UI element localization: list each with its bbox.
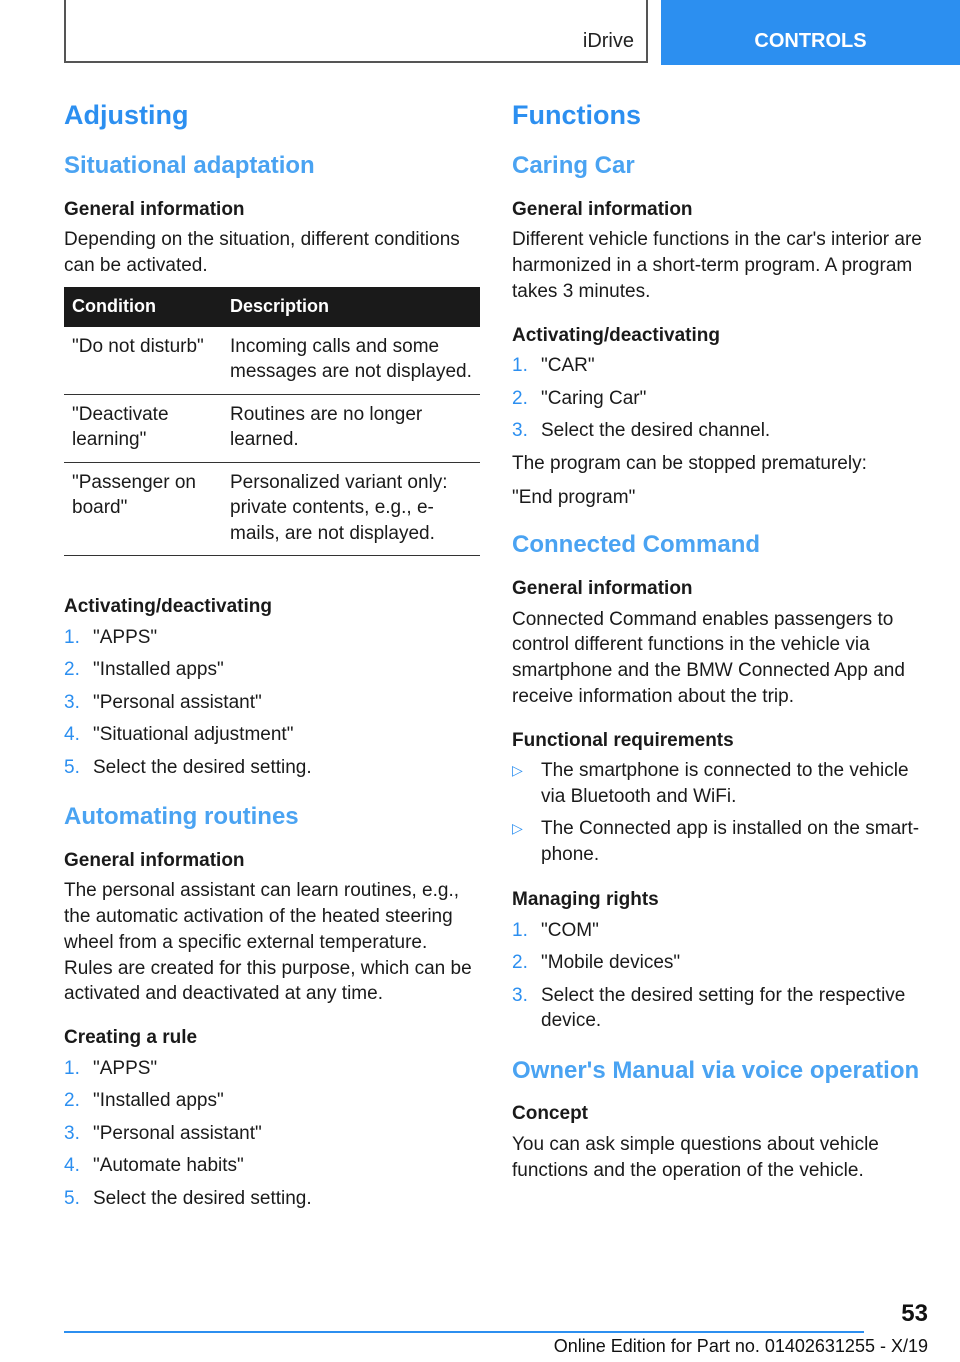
step-text: Select the desired setting.	[93, 756, 312, 778]
table-cell: Routines are no longer learned.	[222, 394, 480, 462]
table-row	[64, 394, 480, 462]
triangle-bullet-icon: ▷	[512, 762, 523, 779]
step-text: "Caring Car"	[541, 387, 647, 409]
heading-automating-routines: Automating routines	[64, 802, 299, 830]
step-number: 3.	[64, 691, 80, 713]
triangle-bullet-icon: ▷	[512, 820, 523, 837]
subheading-general-information: General information	[512, 577, 693, 599]
left-column	[64, 98, 480, 1231]
subheading-general-information: General information	[64, 849, 245, 871]
subheading-managing-rights: Managing rights	[512, 889, 659, 911]
step-number: 2.	[512, 387, 528, 409]
step-number: 2.	[512, 952, 528, 974]
paragraph: Depending on the situation, different conditions can be activated.	[64, 229, 460, 277]
heading-owners-manual-voice: Owner's Manual via voice operation	[512, 1056, 920, 1084]
step-text: Select the desired setting.	[93, 1187, 312, 1209]
rights-steps-list	[512, 918, 928, 1034]
right-column	[512, 98, 928, 1202]
list-item	[512, 816, 928, 867]
step-text: "APPS"	[93, 626, 158, 648]
heading-functions: Functions	[512, 100, 641, 130]
heading-connected-command: Connected Command	[512, 531, 761, 559]
list-item	[64, 625, 480, 650]
paragraph: You can ask simple questions about vehicle functions and the operation of the vehicle.	[512, 1133, 879, 1181]
step-text: "Installed apps"	[93, 1090, 224, 1112]
subheading-activating: Activating/deactivating	[64, 596, 272, 618]
list-item	[512, 950, 928, 975]
list-item	[64, 657, 480, 682]
step-number: 3.	[512, 984, 528, 1006]
activating-steps-list	[64, 625, 480, 780]
table-header-row	[64, 287, 480, 327]
step-number: 5.	[64, 1187, 80, 1209]
table-header-cell: Description	[222, 287, 480, 327]
step-number: 5.	[64, 756, 80, 778]
step-text: "COM"	[541, 919, 599, 941]
step-text: "Automate habits"	[93, 1155, 244, 1177]
list-item	[64, 722, 480, 747]
requirements-list	[512, 758, 928, 867]
subheading-concept: Concept	[512, 1103, 588, 1125]
step-text: "Situational adjustment"	[93, 724, 294, 746]
heading-situational-adaptation: Situational adaptation	[64, 152, 315, 180]
paragraph: The program can be stopped prematurely:	[512, 452, 867, 474]
subheading-creating-rule: Creating a rule	[64, 1027, 198, 1049]
table-cell: Personalized variant only: private contents, e.g., e-mails, are not displayed.	[222, 462, 480, 555]
step-text: "Mobile devices"	[541, 952, 681, 974]
table-row	[64, 327, 480, 394]
step-text: "APPS"	[93, 1057, 158, 1079]
chapter-tab: CONTROLS	[661, 0, 960, 65]
step-text: "CAR"	[541, 355, 595, 377]
item-text: The smartphone is connected to the vehicle via Bluetooth and WiFi.	[541, 760, 909, 807]
step-number: 3.	[512, 420, 528, 442]
heading-caring-car: Caring Car	[512, 152, 635, 180]
step-text: Select the desired setting for the respective device.	[541, 984, 906, 1032]
subheading-general-information: General information	[512, 198, 693, 220]
subheading-general-information: General information	[64, 198, 245, 220]
list-item	[64, 1056, 480, 1081]
list-item	[64, 690, 480, 715]
table-cell: "Deactivate learning"	[64, 394, 222, 462]
step-number: 1.	[512, 355, 528, 377]
table-cell: "Passenger on board"	[64, 462, 222, 555]
table-header-cell: Condition	[64, 287, 222, 327]
list-item	[512, 418, 928, 443]
list-item	[64, 1186, 480, 1211]
list-item	[64, 1153, 480, 1178]
step-text: "Personal assistant"	[93, 691, 262, 713]
table-row	[64, 462, 480, 555]
step-text: "Installed apps"	[93, 659, 224, 681]
list-item	[512, 758, 928, 809]
list-item	[64, 755, 480, 780]
paragraph: The personal assistant can learn routines, e.g., the automatic activation of the heated steering wheel from a specific external temperature. Rules are created for this purpose, which can be activated and deactivated at any time.	[64, 880, 472, 1005]
list-item	[64, 1088, 480, 1113]
paragraph: Different vehicle functions in the car's interior are harmonized in a short-term program. A program takes 3 minutes.	[512, 229, 922, 302]
list-item	[512, 983, 928, 1034]
edition-note: Online Edition for Part no. 01402631255 - X/19	[553, 1336, 928, 1356]
item-text: The Connected app is installed on the smart-phone.	[541, 818, 920, 865]
paragraph: Connected Command enables passengers to control different functions in the vehicle via smartphone and the BMW Connected App and receive information about the trip.	[512, 608, 905, 708]
header-section-box	[64, 0, 648, 63]
step-number: 4.	[64, 724, 80, 746]
step-number: 3.	[64, 1122, 80, 1144]
subheading-activating: Activating/deactivating	[512, 324, 720, 346]
paragraph: "End program"	[512, 486, 636, 508]
list-item	[512, 386, 928, 411]
list-item	[512, 353, 928, 378]
caring-steps-list	[512, 353, 928, 443]
step-number: 1.	[64, 626, 80, 648]
step-number: 4.	[64, 1155, 80, 1177]
step-number: 2.	[64, 659, 80, 681]
step-number: 2.	[64, 1090, 80, 1112]
step-number: 1.	[512, 919, 528, 941]
page-number: 53	[901, 1300, 928, 1327]
table-cell: Incoming calls and some messages are not displayed.	[222, 327, 480, 394]
table-cell: "Do not disturb"	[64, 327, 222, 394]
section-title: iDrive	[582, 30, 634, 52]
subheading-functional-requirements: Functional requirements	[512, 729, 734, 751]
list-item	[512, 918, 928, 943]
footer-divider	[64, 1331, 864, 1333]
rule-steps-list	[64, 1056, 480, 1211]
conditions-table	[64, 287, 480, 556]
step-text: "Personal assistant"	[93, 1122, 262, 1144]
list-item	[64, 1121, 480, 1146]
step-text: Select the desired channel.	[541, 420, 771, 442]
step-number: 1.	[64, 1057, 80, 1079]
heading-adjusting: Adjusting	[64, 100, 189, 130]
